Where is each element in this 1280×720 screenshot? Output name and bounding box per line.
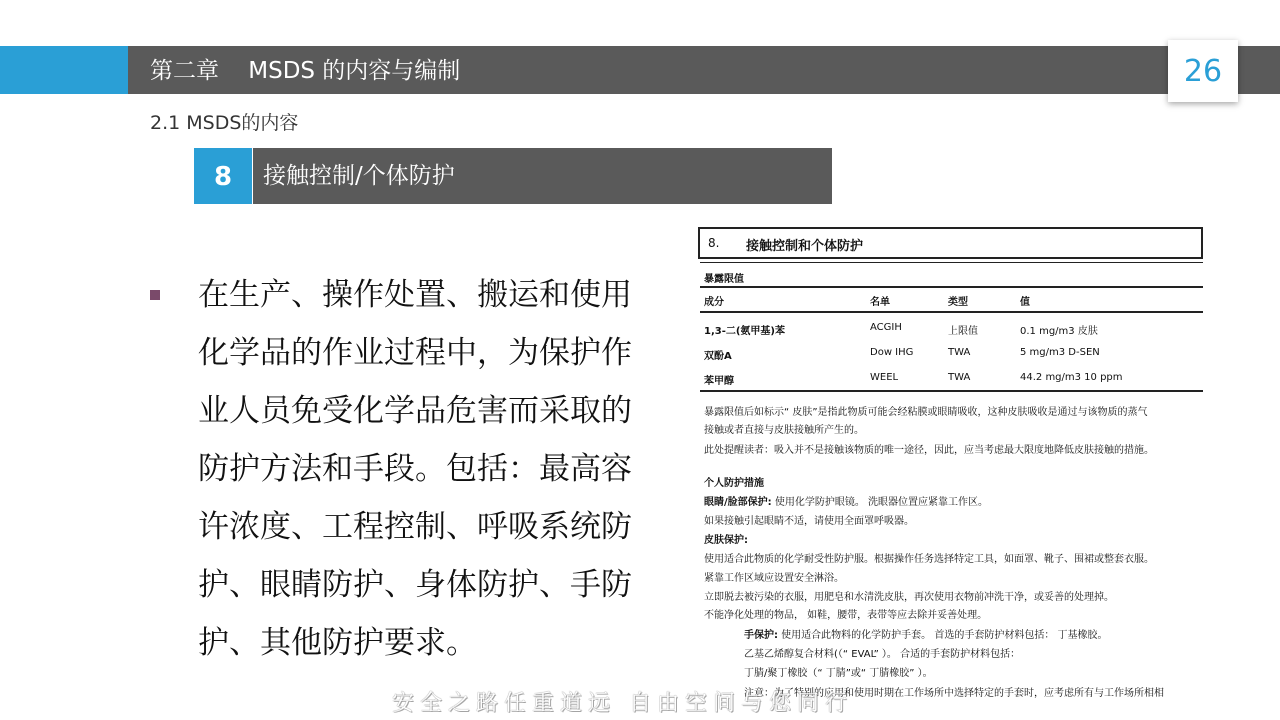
bullet-square-icon bbox=[150, 290, 160, 300]
doc-section-title: 接触控制和个体防护 bbox=[746, 239, 864, 254]
doc-eye-line: 如果接触引起眼睛不适，请使用全面罩呼吸器。 bbox=[704, 516, 914, 527]
doc-table-cell: 44.2 mg/m3 10 ppm bbox=[1020, 372, 1123, 383]
doc-skin-line: 使用适合此物质的化学耐受性防护服。根据操作任务选择特定工具，如面罩、靴子、围裙或整套衣服。 bbox=[704, 554, 1154, 565]
doc-section-header bbox=[698, 227, 1203, 259]
doc-table-cell: Dow IHG bbox=[870, 347, 914, 358]
doc-table-cell: 苯甲醇 bbox=[704, 376, 734, 387]
chapter-title: 第二章 MSDS 的内容与编制 bbox=[150, 58, 461, 84]
doc-hand-line: 丁腈/聚丁橡胶（“ 丁腈”或“ 丁腈橡胶” ）。 bbox=[744, 668, 933, 679]
msds-document-image bbox=[698, 222, 1208, 700]
doc-skin-line: 立即脱去被污染的衣服，用肥皂和水清洗皮肤，再次使用衣物前冲洗干净，或妥善的处理掉。 bbox=[704, 592, 1114, 603]
doc-hand-line: 注意：为了特别的应用和使用时期在工作场所中选择特定的手套时，应考虑所有与工作场所相相 bbox=[744, 688, 1164, 699]
doc-table-cell: 1,3-二(氨甲基)苯 bbox=[704, 326, 786, 337]
doc-table-cell: 0.1 mg/m3 皮肤 bbox=[1020, 326, 1098, 337]
doc-table-cell: WEEL bbox=[870, 372, 899, 383]
doc-table-header-rule bbox=[700, 311, 1203, 313]
doc-note-line: 接触或者直接与皮肤接触所产生的。 bbox=[704, 425, 864, 436]
doc-table-cell: TWA bbox=[948, 347, 971, 358]
doc-section-number: 8. bbox=[708, 236, 720, 250]
watermark-slogan: 安全之路任重道远 自由空间与您同行 bbox=[392, 691, 853, 716]
doc-skin-line: 紧靠工作区域应设置安全淋浴。 bbox=[704, 573, 844, 584]
doc-table-cell: ACGIH bbox=[870, 322, 902, 333]
doc-table-cell: 5 mg/m3 D-SEN bbox=[1020, 347, 1100, 358]
section-subtitle: 2.1 MSDS的内容 bbox=[150, 112, 299, 134]
doc-col-header: 类型 bbox=[948, 297, 968, 308]
doc-eye-line: 眼睛/脸部保护: 使用化学防护眼镜。 洗眼器位置应紧靠工作区。 bbox=[704, 497, 989, 508]
section-title: 接触控制/个体防护 bbox=[263, 163, 455, 189]
doc-ppe-heading: 个人防护措施 bbox=[704, 478, 764, 489]
doc-col-header: 成分 bbox=[704, 297, 724, 308]
doc-table-cell: 上限值 bbox=[948, 326, 978, 337]
doc-note-line: 此处提醒读者：吸入并不是接触该物质的唯一途径，因此，应当考虑最大限度地降低皮肤接触的措施。 bbox=[704, 445, 1154, 456]
body-paragraph: 在生产、操作处置、搬运和使用化学品的作业过程中，为保护作业人员免受化学品危害而采取的防护方法和手段。包括：最高容许浓度、工程控制、呼吸系统防护、眼睛防护、身体防护、手防护、其他防护要求。 bbox=[198, 277, 632, 661]
doc-note-line: 暴露限值后如标示“ 皮肤”是指此物质可能会经粘膜或眼睛吸收，这种皮肤吸收是通过与该物质的蒸气 bbox=[704, 407, 1148, 418]
doc-hand-line: 乙基乙烯醇复合材料(（“ EVAL” ）。 合适的手套防护材料包括： bbox=[744, 649, 1021, 660]
doc-col-header: 值 bbox=[1020, 297, 1030, 308]
page-number-box bbox=[1168, 40, 1238, 102]
doc-table-cell: TWA bbox=[948, 372, 971, 383]
doc-table-cell: 双酚A bbox=[704, 351, 732, 362]
doc-divider bbox=[700, 262, 1203, 263]
doc-table-top-rule bbox=[700, 286, 1203, 288]
section-number: 8 bbox=[194, 148, 252, 204]
doc-exposure-heading: 暴露限值 bbox=[704, 274, 744, 285]
doc-table-bottom-rule bbox=[700, 390, 1203, 392]
header-accent-bar bbox=[0, 46, 128, 94]
doc-skin-line: 不能净化处理的物品， 如鞋，腰带，表带等应去除并妥善处理。 bbox=[704, 610, 988, 621]
page-number: 26 bbox=[1183, 54, 1223, 89]
doc-hand-line: 手保护: 使用适合此物料的化学防护手套。 首选的手套防护材料包括： 丁基橡胶。 bbox=[744, 630, 1108, 641]
doc-skin-heading: 皮肤保护: bbox=[704, 535, 748, 546]
doc-col-header: 名单 bbox=[870, 297, 890, 308]
